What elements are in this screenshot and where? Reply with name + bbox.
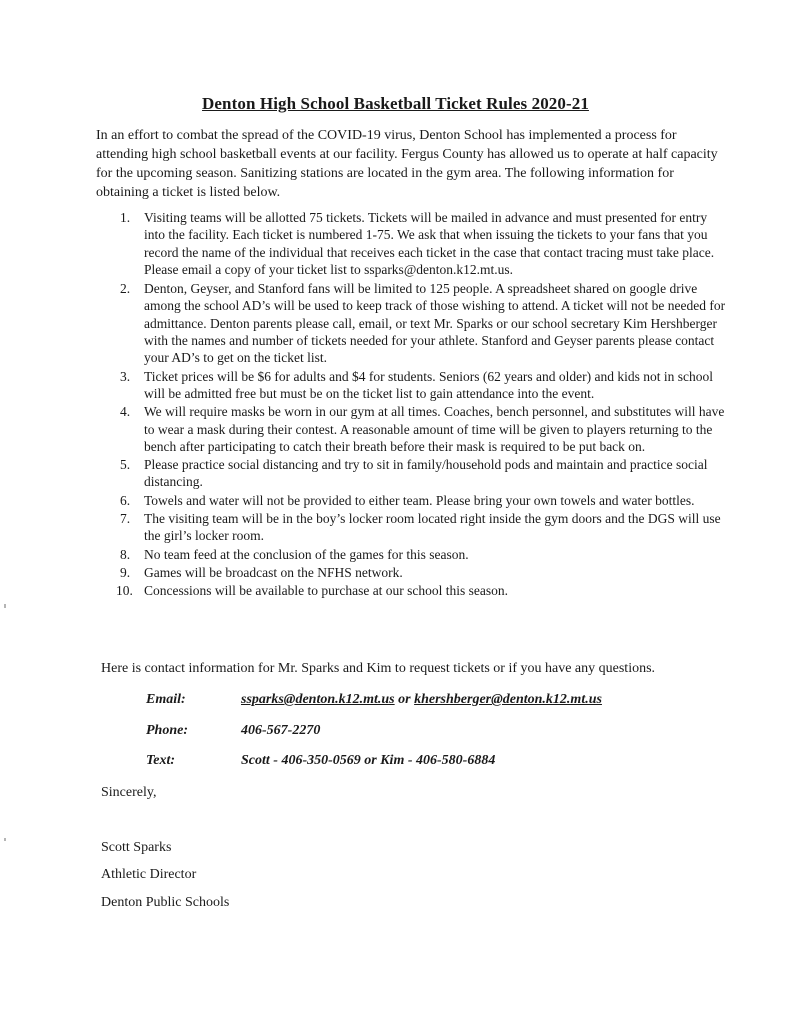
email-or-text: or bbox=[394, 692, 415, 707]
list-item-text: We will require masks be worn in our gym at all times. Coaches, bench personnel, and substitutes will have to wear a mask during their contest. A reasonable amount of time will be given to players returning to the bench after participating to catch their breath before their mask is required to be put back on. bbox=[144, 404, 725, 454]
list-item bbox=[96, 492, 726, 509]
text-row bbox=[146, 753, 495, 769]
rules-list bbox=[96, 209, 726, 600]
text-value: Scott - 406-350-0569 or Kim - 406-580-6884 bbox=[241, 753, 496, 768]
list-item bbox=[96, 368, 726, 403]
list-item bbox=[96, 209, 726, 278]
email-link-hershberger[interactable]: khershberger@denton.k12.mt.us bbox=[414, 692, 602, 707]
signer-organization: Denton Public Schools bbox=[101, 895, 230, 910]
list-item-number: 5. bbox=[120, 457, 131, 473]
list-item-number: 2. bbox=[120, 281, 131, 297]
list-item-number: 3. bbox=[120, 368, 131, 384]
list-item-text: Denton, Geyser, and Stanford fans will be limited to 125 people. A spreadsheet shared on google drive among the school AD’s will be used to keep track of those wishing to attend. A ticket will not be needed for admittance. Denton parents please call, email, or text Mr. Sparks or our school secretary Kim Hershberger with the names and number of tickets needed for your athlete. Stanford and Geyser parents please contact your AD’s to get on the ticket list. bbox=[144, 281, 726, 366]
list-item-number: 10. bbox=[116, 583, 133, 599]
scan-mark bbox=[4, 604, 6, 608]
list-item-number: 8. bbox=[120, 546, 131, 562]
email-label: Email: bbox=[146, 692, 186, 707]
list-item bbox=[96, 582, 726, 599]
list-item-text: Towels and water will not be provided to either team. Please bring your own towels and water bottles. bbox=[144, 492, 695, 508]
email-row bbox=[146, 692, 602, 708]
list-item-text: The visiting team will be in the boy’s locker room located right inside the gym doors and the DGS will use the girl’s locker room. bbox=[144, 511, 721, 544]
list-item bbox=[96, 280, 726, 366]
list-item bbox=[96, 403, 726, 455]
list-item-text: Games will be broadcast on the NFHS network. bbox=[144, 564, 403, 580]
list-item bbox=[96, 546, 726, 563]
email-link-sparks[interactable]: ssparks@denton.k12.mt.us bbox=[241, 692, 395, 707]
phone-row bbox=[146, 723, 320, 739]
contact-intro: Here is contact information for Mr. Sparks and Kim to request tickets or if you have any questions. bbox=[101, 661, 656, 676]
text-label: Text: bbox=[146, 753, 176, 768]
list-item bbox=[96, 564, 726, 581]
phone-label: Phone: bbox=[146, 723, 188, 738]
closing-salutation: Sincerely, bbox=[101, 785, 157, 800]
phone-value: 406-567-2270 bbox=[241, 723, 321, 738]
list-item-text: Visiting teams will be allotted 75 tickets. Tickets will be mailed in advance and must presented for entry into the facility. Each ticket is numbered 1-75. We ask that when issuing the tickets to your fans that you record the name of the individual that receives each ticket in the case that contact tracing must take place. Please email a copy of your ticket list to ssparks@denton.k12.mt.us. bbox=[144, 210, 715, 277]
list-item-number: 4. bbox=[120, 404, 131, 420]
list-item-number: 9. bbox=[120, 564, 131, 580]
document-title: Denton High School Basketball Ticket Rules 2020-21 bbox=[202, 94, 589, 113]
list-item bbox=[96, 456, 726, 491]
list-item-text: Concessions will be available to purchase at our school this season. bbox=[144, 583, 509, 599]
signer-role: Athletic Director bbox=[101, 867, 197, 882]
list-item-number: 6. bbox=[120, 492, 131, 508]
list-item-text: Ticket prices will be $6 for adults and $4 for students. Seniors (62 years and older) and kids not in school will be admitted free but must be on the ticket list to gain attendance into the event. bbox=[144, 368, 714, 401]
scan-mark bbox=[4, 838, 6, 841]
list-item-text: Please practice social distancing and try to sit in family/household pods and maintain and practice social distancing. bbox=[144, 457, 708, 490]
list-item-number: 7. bbox=[120, 511, 131, 527]
list-item-text: No team feed at the conclusion of the games for this season. bbox=[144, 546, 469, 562]
signer-name: Scott Sparks bbox=[101, 840, 172, 855]
list-item bbox=[96, 510, 726, 545]
list-item-number: 1. bbox=[120, 210, 131, 225]
intro-paragraph: In an effort to combat the spread of the COVID-19 virus, Denton School has implemented a process for attending high school basketball events at our facility. Fergus County has allowed us to operate at half capacity for the upcoming season. Sanitizing stations are located in the gym area. The following information for obtaining a ticket is listed below. bbox=[96, 128, 718, 200]
